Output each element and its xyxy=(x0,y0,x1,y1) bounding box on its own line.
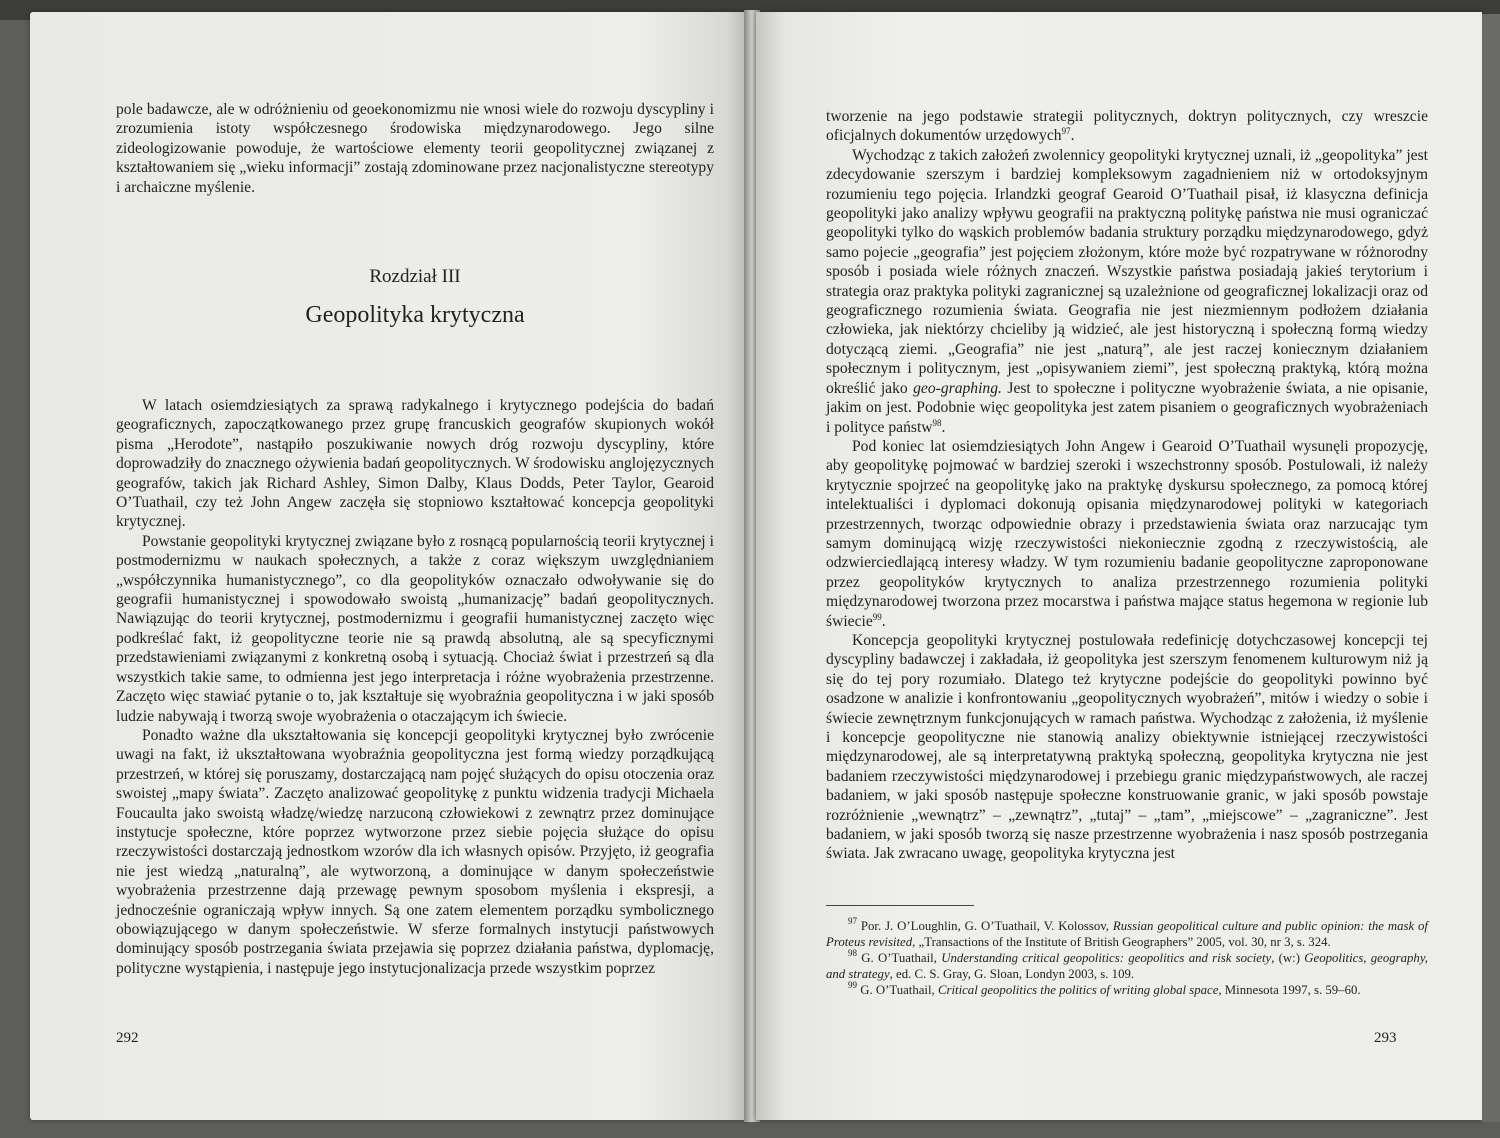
paragraph-end: . xyxy=(1070,127,1075,145)
right-main-text xyxy=(826,107,1428,864)
scan-background xyxy=(1482,14,1500,1122)
paragraph-end: . xyxy=(881,612,886,630)
left-top-text xyxy=(116,100,714,197)
paragraph: Powstanie geopolityki krytycznej związane było z rosnącą popularnością teorii krytycznej i postmodernizmu w naukach społecznych, a także z coraz większym uwzględnianiem „współczynnika humanistycznego”, co dla geopolityków oznaczało odwoływanie się do geografii humanistycznej i spowodowało swoistą „humanizację” badań geopolitycznych. Nawiązując do teorii krytycznej, postmodernizmu i geografii humanistycznej zaczęto więc podkreślać fakt, iż geopolityczne teorie nie są prawdą absolutną, ale są specyficznymi przedstawieniami związanymi z konkretną osobą i sytuacją. Chociaż świat i przestrzeń są dla wszystkich takie same, to odmienna jest jego interpretacja i różne wyobrażenia przestrzenne. Zaczęto więc stawiać pytanie o to, jak kształtuje się wyobraźnia geopolityczna i w jaki sposób ludzie nabywają i tworzą swoje wyobrażenia o otaczającym ich świecie. xyxy=(116,532,714,725)
footnote-text: Por. J. O’Loughlin, G. O’Tuathail, V. Kolossov, xyxy=(860,919,1113,933)
footnote-text: G. O’Tuathail, xyxy=(860,983,938,997)
footnotes xyxy=(826,918,1428,998)
paragraph xyxy=(826,107,1428,146)
footnote-title: Russian geopolitical culture and public opinion: the mask of Proteus revisited xyxy=(826,919,1428,949)
page-number: 293 xyxy=(1374,1030,1397,1046)
footnote xyxy=(826,982,1428,998)
footnote-text: , „Transactions of the Institute of British Geographers” 2005, vol. 30, nr 3, s. 324. xyxy=(912,935,1331,949)
chapter-title: Geopolityka krytyczna xyxy=(305,302,525,328)
paragraph: W latach osiemdziesiątych za sprawą radykalnego i krytycznego podejścia do badań geograficznych, zapoczątkowanego przez grupę francuskich geografów skupionych wokół pisma „Herodote”, nastąpiło poszukiwanie nowych dróg rozwoju dyscypliny, które doprowadziły do znacznego ożywienia badań geopolitycznych. W środowisku anglojęzycznych geografów, takich jak Richard Ashley, Simon Dalby, Klaus Dodds, Peter Taylor, Gearoid O’Tuathail, czy też John Angew zaczęła się stopniowo kształtować koncepcja geopolityki krytycznej. xyxy=(116,397,714,531)
paragraph-text: Pod koniec lat osiemdziesiątych John Angew i Gearoid O’Tuathail wysunęli propozycję, aby geopolitykę pojmować w bardziej szeroki i wszechstronny sposób. Postulowali, iż należy krytycznie spojrzeć na geopolitykę jako na praktykę dyskursu społecznego, za pomocą której intelektualiści i dyplomaci dokonują opisania międzynarodowej polityki w kategoriach przestrzennych, tworząc odpowiednie obrazy i przedstawienia świata oraz narzucając tym samym dominującą wizję rzeczywistości niekoniecznie zgodną z rzeczywistością, ale odzwierciedlającą interesy władzy. W tym rozumieniu badanie geopolityczne zaproponowane przez geopolityków krytycznych to analiza przestrzennego rozumienia polityki międzynarodowej tworzona przez mocarstwa i państwa mające status hegemona w regionie lub świecie xyxy=(826,437,1428,630)
paragraph xyxy=(826,437,1428,631)
footnote-text: , ed. C. S. Gray, G. Sloan, Londyn 2003, s. 109. xyxy=(889,967,1135,981)
footnote xyxy=(826,950,1428,982)
left-page xyxy=(30,12,748,1120)
footnote-text: , Minnesota 1997, s. 59–60. xyxy=(1218,983,1361,997)
paragraph xyxy=(826,146,1428,437)
paragraph-text: Jest to społeczne i polityczne wyobrażenie świata, a nie opisanie, jakim on jest. Podobnie więc geopolityka jest zatem pisaniem o geograficznych wyobrażeniach i polityce państw xyxy=(826,379,1428,436)
footnote xyxy=(826,918,1428,950)
paragraph: Ponadto ważne dla ukształtowania się koncepcji geopolityki krytycznej było zwrócenie uwagi na fakt, iż ukształtowana wyobraźnia geopolityczna jest formą wiedzy porządkującą przestrzeń, w której się poruszamy, dostarczającą nam pojęć służących do opisu otoczenia oraz swoistej „mapy świata”. Zaczęto analizować geopolitykę z punktu widzenia tradycji Michaela Foucaulta jako swoistą władzę/wiedzę narzuconą człowiekowi z zewnątrz przez dominujące instytucje społeczne, które poprzez wytworzone przez siebie pojęcia służące do opisu rzeczywistości dostarczają jednostkom wzorów dla ich własnych opisów. Przyjęto, iż geografia nie jest wiedzą „naturalną”, ale wytworzoną, a dominujące w danym społeczeństwie wyobrażenia przestrzenne dają przewagę pewnym sposobom myślenia i ekspresji, a jednocześnie ograniczają wpływ innych. Są one zatem elementem porządku symbolicznego obowiązującego w danym społeczeństwie. W sferze formalnych instytucji państwowych dominujący sposób postrzegania świata przejawia się poprzez działania państwa, dyplomację, polityczne wystąpienia, i następuje jego instytucjonalizacja przede wszystkim poprzez xyxy=(116,726,714,977)
italic-term: geo-graphing. xyxy=(913,379,1002,397)
left-main-text xyxy=(116,396,714,978)
footnote-number: 98 xyxy=(848,948,857,958)
footnote-number: 99 xyxy=(848,980,857,990)
footnote-text: , (w:) xyxy=(1271,951,1305,965)
right-page xyxy=(756,12,1482,1120)
footnote-ref: 98 xyxy=(932,417,942,428)
paragraph: Koncepcja geopolityki krytycznej postulowała redefinicję dotychczasowej koncepcji tej dyscypliny badawczej i zakładała, iż geopolityka jest szerszym fenomenem kulturowym niż ją się do tej pory rozumiało. Dlatego też krytyczne podejście do geopolityki powinno być osadzone w analizie i konfrontowaniu „geopolitycznych wyobrażeń”, mitów i wiedzy o sobie i świecie zewnętrznym funkcjonujących w ramach państwa. Wychodząc z założenia, iż myślenie i koncepcje geopolityczne nie stanowią analizy obiektywnie istniejącej rzeczywistości międzynarodowej, ale są interpretatywną praktyką społeczną, geopolityka krytyczna nie jest badaniem rzeczywistości międzynarodowej i przebiegu granic międzypaństwowych, ale raczej badaniem, w jaki sposób następuje społeczne konstruowanie granic, w jaki sposób powstaje rozróżnienie „wewnątrz” – „zewnątrz”, „tutaj” – „tam”, „miejscowe” – „zagraniczne”. Jest badaniem, w jaki sposób tworzą się nasze przestrzenne wyobrażenia i nasz sposób postrzegania świata. Jak zwracano uwagę, geopolityka krytyczna jest xyxy=(826,631,1428,863)
footnote-ref: 99 xyxy=(872,611,882,622)
page-number: 292 xyxy=(116,1030,139,1046)
footnote-title: Critical geopolitics the politics of writing global space xyxy=(937,983,1219,997)
footnote-title: Geopolitics, geography, and strategy xyxy=(826,951,1429,981)
paragraph-end: . xyxy=(941,418,946,436)
paragraph-text: Wychodząc z takich założeń zwolennicy geopolityki krytycznej uznali, iż „geopolityka” jest zdecydowanie szerszym i bardziej kompleksowym zagadnieniem niż w ortodoksyjnym rozumieniu tego pojęcia. Irlandzki geograf Gearoid O’Tuathail pisał, iż klasyczna definicja geopolityki jako analizy wpływu geografii na praktyczną politykę państwa nie musi ograniczać geopolityki tylko do wąskich problemów badania struktury porządku międzynarodowego, gdyż samo pojecie „geografia” jest pojęciem złożonym, które może być rozpatrywane w różnorodny sposób i posiada wiele różnych znaczeń. Wszystkie państwa posiadają jakieś terytorium i strategia oraz praktyka polityki zagranicznej są uzależnione od geograficznej lokalizacji oraz od geograficznego rozumienia świata. Geografia nie jest niezmiennym podłożem działania człowieka, jak niektórzy chcieliby ją widzieć, ale jest historyczną i społeczną formą wiedzy dotyczącą ziemi. „Geografia” nie jest „naturą”, ale jest raczej koniecznym działaniem społecznym i politycznym, jest „opisywaniem ziemi”, jest społeczną praktyką, którą można określić jako xyxy=(826,146,1428,397)
footnote-ref: 97 xyxy=(1061,126,1071,137)
chapter-label: Rozdział III xyxy=(369,266,461,287)
footnote-number: 97 xyxy=(848,916,857,926)
footnote-title: Understanding critical geopolitics: geopolitics and risk society xyxy=(941,951,1272,965)
footnote-text: G. O’Tuathail, xyxy=(861,951,942,965)
paragraph: pole badawcze, ale w odróżnieniu od geoekonomizmu nie wnosi wiele do rozwoju dyscypliny i zrozumienia istoty współczesnego środowiska międzynarodowego. Jego silne zideologizowanie powoduje, że wartościowe elementy teorii geopolitycznej związanej z kształtowaniem się „wieku informacji” zostają zdominowane przez nacjonalistyczne stereotypy i archaiczne myślenie. xyxy=(116,101,714,196)
footnote-rule xyxy=(826,905,974,906)
paragraph-text: tworzenie na jego podstawie strategii politycznych, doktryn politycznych, czy wreszcie oficjalnych dokumentów urzędowych xyxy=(826,108,1428,145)
